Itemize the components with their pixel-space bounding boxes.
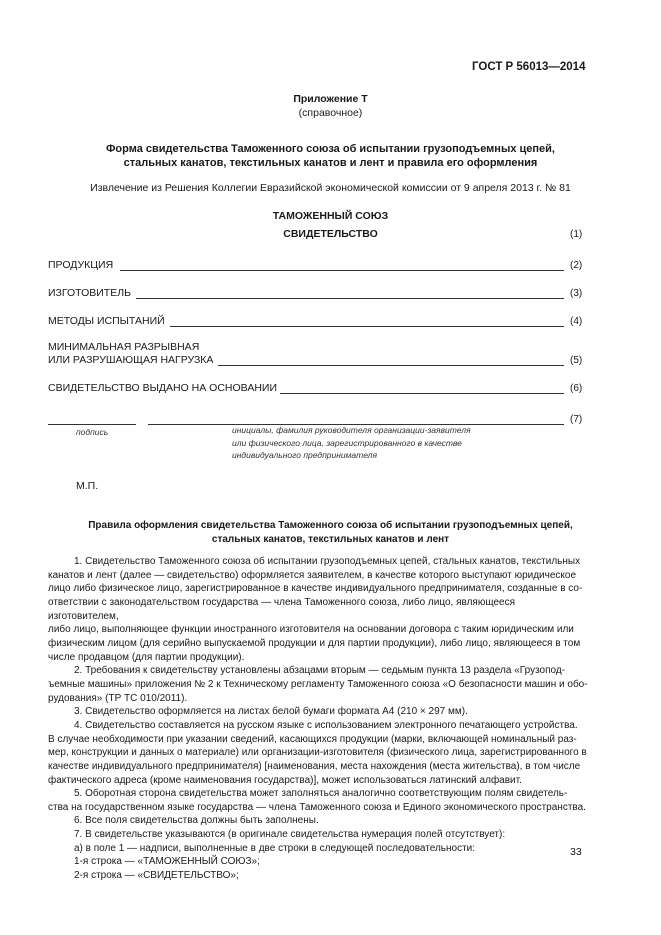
paragraph-line: качестве индивидуального предпринимателя) [наименования, места нахождения (места жительства), в том числе	[48, 760, 581, 772]
paragraph-line: а) в поле 1 — надписи, выполненные в две строки в следующей последовательности:	[74, 842, 476, 854]
paragraph-line: 1. Свидетельство Таможенного союза об испытании грузоподъемных цепей, стальных канатов, текстильных	[74, 556, 581, 567]
field-line-manufacturer	[136, 298, 564, 299]
field-line-product	[120, 270, 564, 271]
field-number: (7)	[570, 414, 583, 425]
paragraph-line: физическим лицом (для серийно выпускаемой продукции и для партии продукции), либо лицо, являющееся в том	[48, 637, 581, 649]
rules-title	[0, 519, 661, 547]
field-label-test-methods: МЕТОДЫ ИСПЫТАНИЙ	[48, 315, 165, 327]
name-caption-line-2: или физического лица, зарегистрированного в качестве	[232, 437, 462, 448]
paragraph-line: 1-я строка — «ТАМОЖЕННЫЙ СОЮЗ»;	[74, 856, 260, 868]
paragraph-line: рудования» (ТР ТС 010/2011).	[48, 692, 188, 704]
name-caption-line-1: инициалы, фамилия руководителя организации-заявителя	[232, 425, 471, 435]
appendix-heading	[0, 92, 661, 120]
certificate-title: СВИДЕТЕЛЬСТВО	[283, 228, 378, 240]
field-number: (6)	[570, 383, 583, 394]
paragraph-line: 3. Свидетельство оформляется на листах белой бумаги формата А4 (210 × 297 мм).	[74, 706, 468, 718]
name-caption	[232, 424, 471, 462]
paragraph-line: В случае необходимости при указании сведений, касающихся продукции (марки, включающей номинальный раз-	[48, 733, 577, 745]
form-title-line-1: Форма свидетельства Таможенного союза об испытании грузоподъемных цепей,	[106, 143, 555, 155]
paragraph-line: 7. В свидетельстве указываются (в оригинале свидетельства нумерация полей отсутствует):	[74, 829, 506, 841]
paragraph-line: числе продавцом (для партии продукции).	[48, 651, 245, 663]
field-line-issued-basis	[280, 393, 564, 394]
signature-line	[48, 424, 136, 425]
field-label-breaking-load	[48, 341, 213, 367]
paragraph-line: канатов и лент (далее — свидетельство) оформляется заявителем, в качестве которого выступают юридическое	[48, 569, 577, 581]
field-line-test-methods	[170, 326, 564, 327]
document-code: ГОСТ Р 56013—2014	[472, 61, 586, 73]
paragraph-line: ответствии с законодательством государства — члена Таможенного союза, либо лицо, являющееся изготовителем,	[48, 596, 515, 622]
paragraph-line: либо лицо, выполняющее функции иностранного изготовителя на основании договора с таким юридическим или	[48, 624, 574, 636]
paragraph-line: 6. Все поля свидетельства должны быть заполнены.	[74, 815, 319, 827]
customs-union-title: ТАМОЖЕННЫЙ СОЮЗ	[272, 210, 389, 222]
field-number: (3)	[570, 288, 583, 299]
page-number: 33	[570, 846, 582, 858]
paragraph-line: мер, конструкции и данных о материале) или организации-изготовителя (физического лица, зарегистрированного в	[48, 747, 587, 759]
field-number: (5)	[570, 355, 583, 366]
appendix-title: Приложение Т	[293, 93, 368, 105]
paragraph-line: 5. Оборотная сторона свидетельства может заполняться аналогично соответствующим полям свидетель-	[74, 788, 568, 800]
paragraph-line: ства на государственном языке государства — члена Таможенного союза и Единого экономического пространства.	[48, 801, 586, 813]
rules-body	[48, 555, 588, 883]
name-caption-line-3: индивидуального предпринимателя	[232, 450, 378, 460]
form-title-line-2: стальных канатов, текстильных канатов и лент и правила его оформления	[123, 157, 538, 169]
field-number: (1)	[570, 229, 583, 240]
paragraph-line: 4. Свидетельство составляется на русском языке с использованием электронного печатающего устройства.	[74, 719, 578, 731]
signature-caption: подпись	[76, 427, 109, 437]
field-label-product: ПРОДУКЦИЯ	[48, 259, 114, 271]
field-line-breaking-load	[218, 365, 564, 366]
rules-title-line-1: Правила оформления свидетельства Таможенного союза об испытании грузоподъемных цепей,	[88, 520, 573, 531]
stamp-place: М.П.	[76, 480, 99, 492]
field-label-issued-basis: СВИДЕТЕЛЬСТВО ВЫДАНО НА ОСНОВАНИИ	[48, 382, 278, 394]
field-label-breaking-load-line-2: ИЛИ РАЗРУШАЮЩАЯ НАГРУЗКА	[48, 354, 214, 366]
field-number: (4)	[570, 316, 583, 327]
form-title	[0, 142, 661, 170]
field-label-breaking-load-line-1: МИНИМАЛЬНАЯ РАЗРЫВНАЯ	[48, 341, 200, 353]
paragraph-line: 2-я строка — «СВИДЕТЕЛЬСТВО»;	[74, 870, 239, 882]
field-number: (2)	[570, 260, 583, 271]
paragraph-line: ъемные машины» приложения № 2 к Техническому регламенту Таможенного союза «О безопасности машин и обо-	[48, 678, 588, 690]
rules-title-line-2: стальных канатов, текстильных канатов и лент	[211, 534, 450, 545]
extract-note: Извлечение из Решения Коллегии Евразийской экономической комиссии от 9 апреля 2013 г. № 81	[90, 182, 571, 194]
paragraph-line: фактического адреса (кроме наименования государства)], может использоваться латинский алфавит.	[48, 774, 522, 786]
field-label-manufacturer: ИЗГОТОВИТЕЛЬ	[48, 287, 132, 299]
appendix-subtitle: (справочное)	[298, 107, 363, 119]
paragraph-line: лицо либо физическое лицо, зарегистрированное в качестве индивидуального предпринимателя, созданные в со-	[48, 583, 583, 595]
paragraph-line: 2. Требования к свидетельству установлены абзацами вторым — седьмым пункта 13 раздела «Грузопод-	[74, 665, 566, 677]
